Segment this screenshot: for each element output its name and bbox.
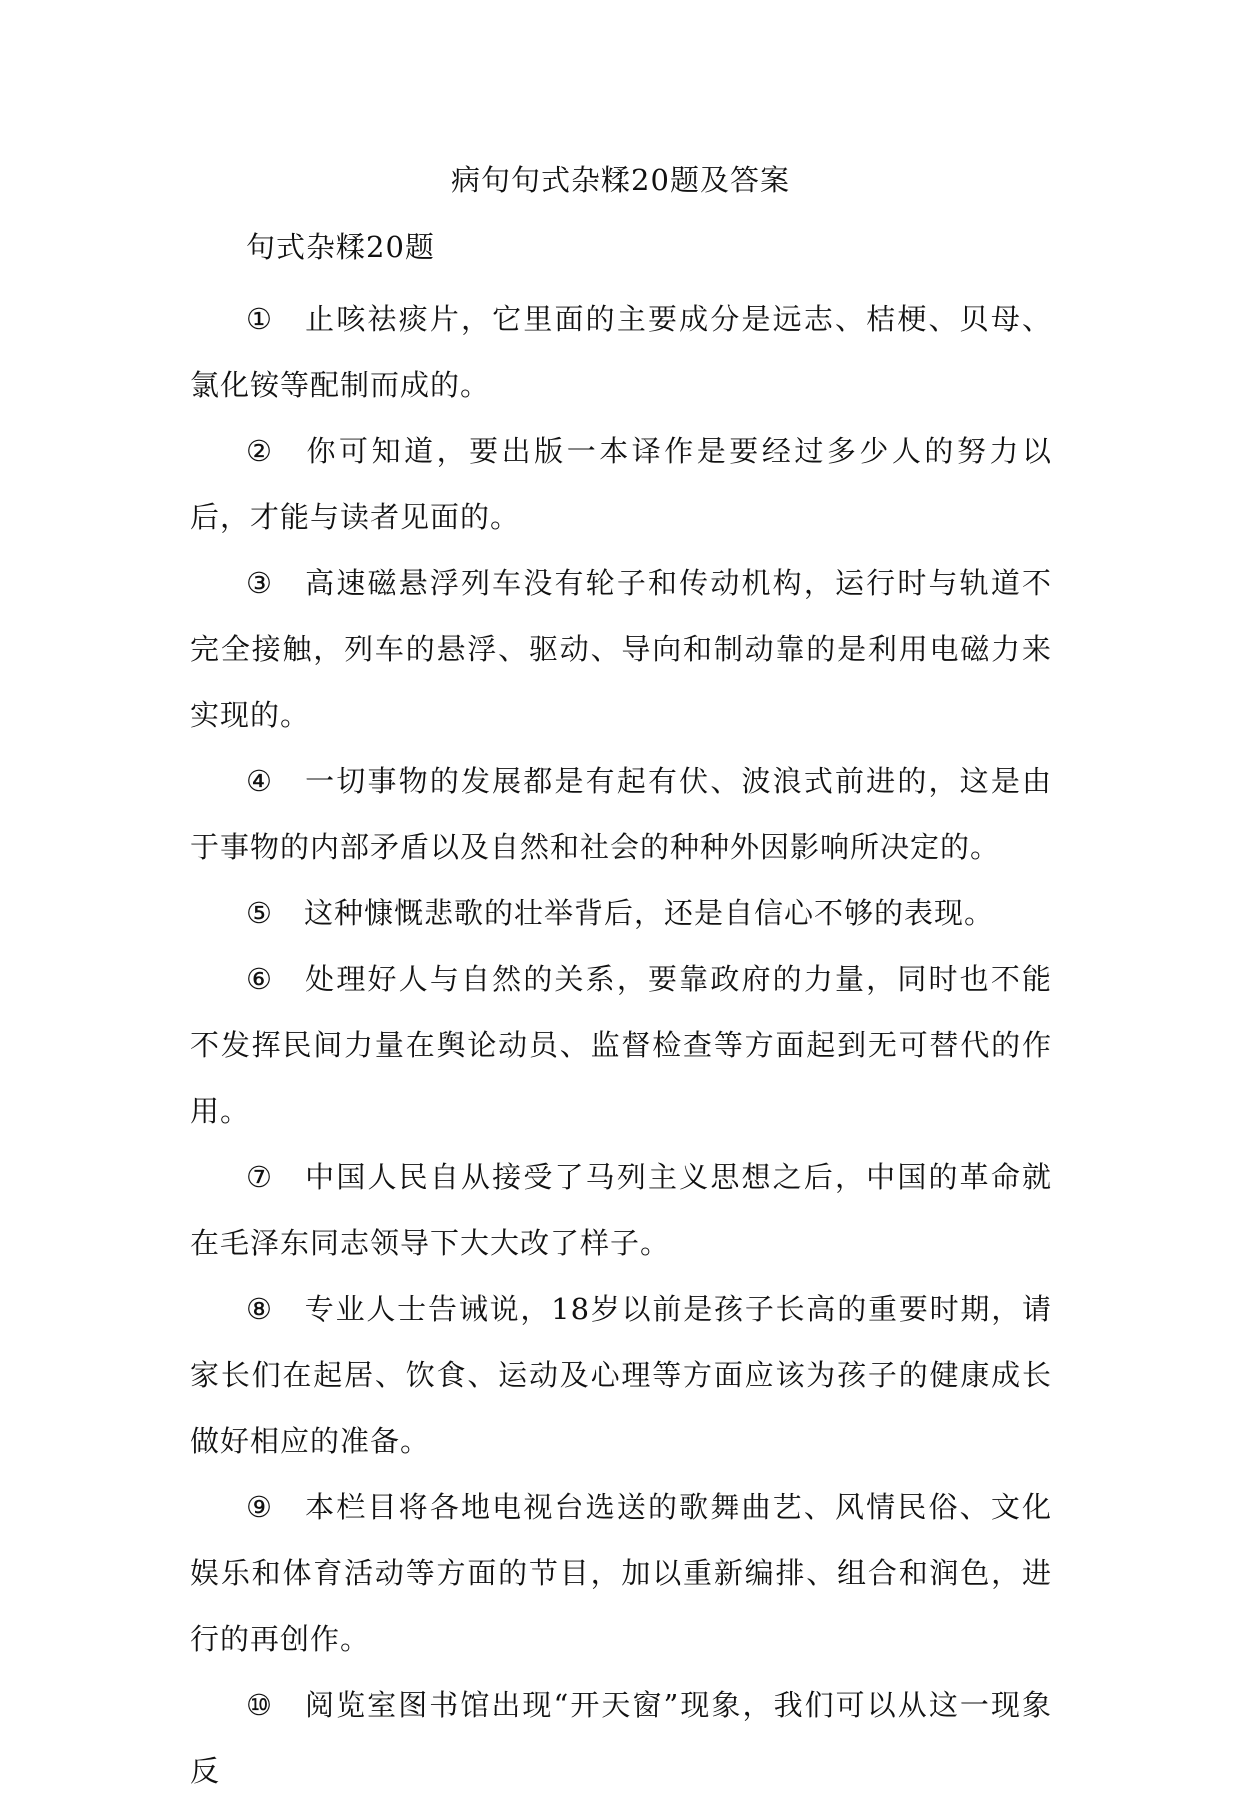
question-text: 止咳祛痰片，它里面的主要成分是远志、桔梗、贝母、氯化铵等配制而成的。 [190, 302, 1052, 402]
question-item [190, 418, 1052, 550]
question-text: 专业人士告诫说，18岁以前是孩子长高的重要时期，请家长们在起居、饮食、运动及心理等方面应该为孩子的健康成长做好相应的准备。 [190, 1292, 1052, 1458]
question-text: 中国人民自从接受了马列主义思想之后，中国的革命就在毛泽东同志领导下大大改了样子。 [190, 1160, 1052, 1260]
question-item [190, 748, 1052, 880]
question-text: 一切事物的发展都是有起有伏、波浪式前进的，这是由于事物的内部矛盾以及自然和社会的种种外因影响所决定的。 [190, 764, 1052, 864]
question-number: ③ [246, 566, 273, 600]
question-number: ⑨ [246, 1490, 273, 1524]
question-text: 本栏目将各地电视台选送的歌舞曲艺、风情民俗、文化娱乐和体育活动等方面的节目，加以重新编排、组合和润色，进行的再创作。 [190, 1490, 1052, 1656]
question-number: ⑧ [246, 1292, 273, 1326]
question-item [190, 286, 1052, 418]
question-item [190, 1276, 1052, 1474]
question-text: 这种慷慨悲歌的壮举背后，还是自信心不够的表现。 [304, 896, 995, 930]
question-number: ② [246, 434, 273, 468]
question-number: ⑦ [246, 1160, 273, 1194]
document-title: 病句句式杂糅20题及答案 [451, 163, 790, 197]
question-text: 处理好人与自然的关系，要靠政府的力量，同时也不能不发挥民间力量在舆论动员、监督检查等方面起到无可替代的作用。 [190, 962, 1052, 1128]
question-number: ④ [246, 764, 273, 798]
section-heading: 句式杂糅20题 [246, 230, 435, 264]
question-number: ⑩ [246, 1688, 273, 1722]
question-item [190, 550, 1052, 748]
question-number: ⑤ [246, 896, 273, 930]
question-list [190, 286, 1052, 1804]
question-text: 阅览室图书馆出现“开天窗”现象，我们可以从这一现象反 [190, 1688, 1052, 1788]
question-number: ⑥ [246, 962, 273, 996]
question-text: 你可知道，要出版一本译作是要经过多少人的努力以后，才能与读者见面的。 [190, 434, 1052, 534]
question-item [190, 1672, 1052, 1804]
question-item [190, 880, 1052, 946]
question-text: 高速磁悬浮列车没有轮子和传动机构，运行时与轨道不完全接触，列车的悬浮、驱动、导向和制动靠的是利用电磁力来实现的。 [190, 566, 1052, 732]
question-item [190, 946, 1052, 1144]
question-number: ① [246, 302, 273, 336]
question-item [190, 1474, 1052, 1672]
question-item [190, 1144, 1052, 1276]
